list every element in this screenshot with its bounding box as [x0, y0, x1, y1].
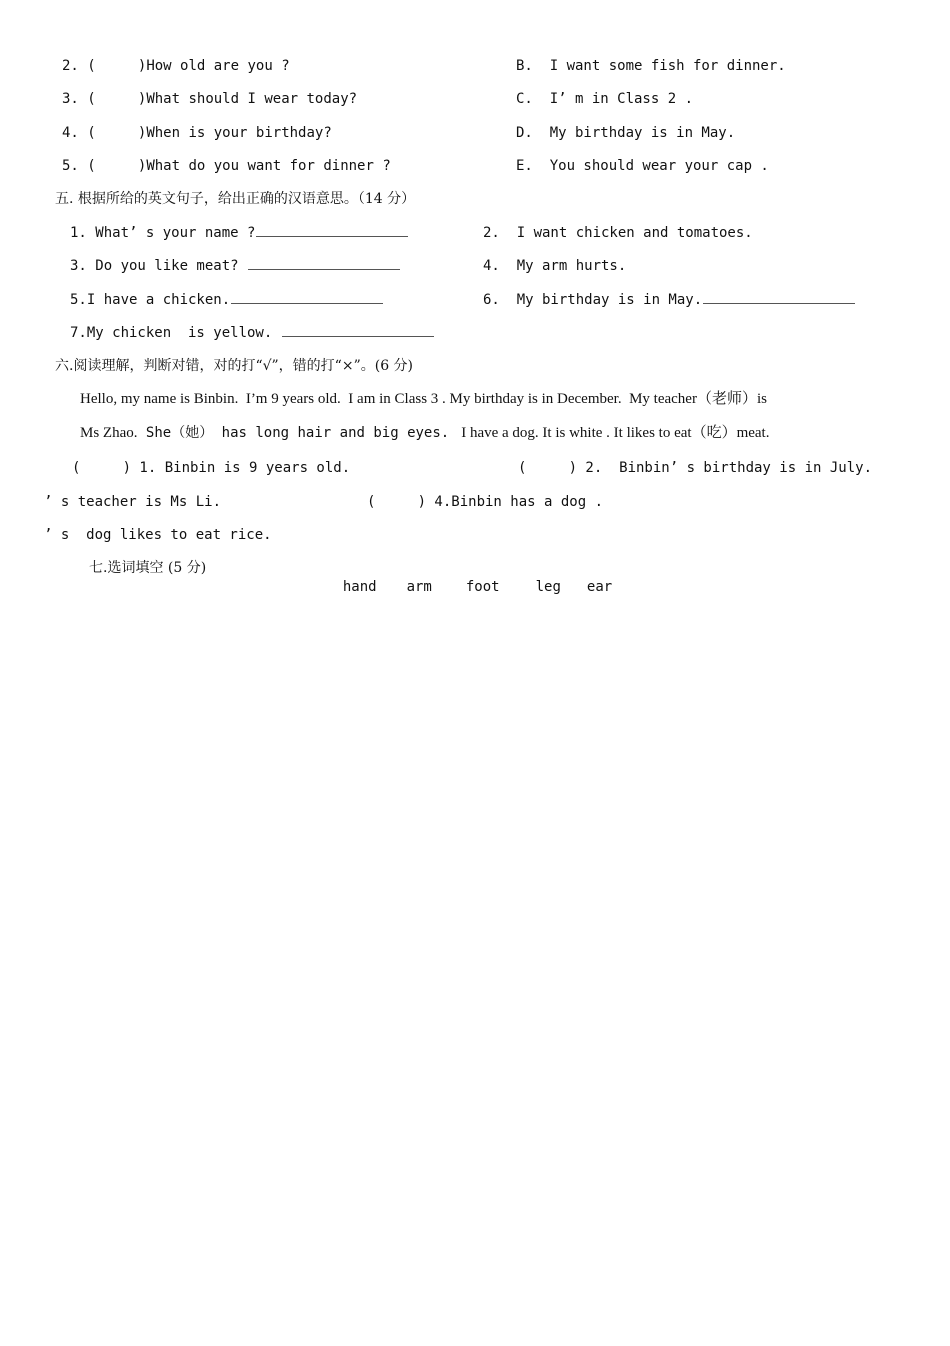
matching-left-5: [62, 157, 391, 175]
word-bank-item: ear: [586, 579, 613, 595]
answer-blank[interactable]: [231, 291, 383, 304]
judge-question-2: ( ) 2. Binbin’ s birthday is in July.: [518, 460, 873, 476]
answer-paren-close: ): [137, 58, 147, 74]
translation-item-4: [483, 257, 626, 275]
translation-item-2: [483, 224, 753, 242]
item-text: 4. My arm hurts.: [483, 258, 627, 274]
translation-item-6: [483, 291, 855, 309]
word-bank: [326, 560, 612, 596]
section5-heading: 五. 根据所给的英文句子，给出正确的汉语意思。（14 分）: [55, 191, 416, 207]
translation-item-1: [70, 224, 408, 242]
section6-heading: 六.阅读理解，判断对错，对的打“√”，错的打“×”。(6 分): [55, 358, 414, 374]
answer-blank[interactable]: [248, 257, 400, 270]
matching-right-b: B. I want some fish for dinner.: [516, 58, 786, 74]
answer-blank[interactable]: [282, 324, 434, 337]
item-text: 5.I have a chicken.: [70, 292, 231, 308]
judge-question-5: ’ s dog likes to eat rice.: [44, 527, 272, 543]
answer-paren-open: (: [87, 158, 96, 174]
answer-paren-close: ): [137, 91, 147, 107]
item-text: 7.My chicken is yellow.: [70, 325, 273, 341]
passage-text: I have a dog. It is white . It likes to eat（吃）meat.: [461, 425, 770, 441]
word-bank-item: leg: [535, 579, 561, 595]
answer-paren-close: ): [137, 158, 147, 174]
item-number: 5.: [62, 158, 79, 174]
translation-item-5: [70, 291, 383, 309]
matching-right-e: E. You should wear your cap .: [516, 158, 769, 174]
item-text: 3. Do you like meat?: [70, 258, 239, 274]
word-bank-item: arm: [406, 579, 432, 595]
question-text: What should I wear today?: [146, 91, 358, 107]
answer-blank[interactable]: [703, 291, 855, 304]
question-text: How old are you ?: [146, 58, 290, 74]
question-text: When is your birthday?: [146, 125, 332, 141]
reading-passage-line-2: [80, 424, 769, 442]
judge-question-4: ( ) 4.Binbin has a dog .: [367, 494, 604, 510]
answer-blank[interactable]: [256, 224, 408, 237]
answer-paren-open: (: [87, 58, 96, 74]
reading-passage-line-1: Hello, my name is Binbin. I’m 9 years old. I am in Class 3 . My birthday is in December. My teacher（老师）is: [80, 391, 767, 407]
judge-question-3: ’ s teacher is Ms Li.: [44, 494, 222, 510]
translation-item-3: [70, 257, 400, 275]
item-number: 2.: [62, 58, 79, 74]
question-text: What do you want for dinner ?: [146, 158, 391, 174]
answer-paren-open: (: [87, 91, 96, 107]
word-bank-item: hand: [342, 579, 377, 595]
matching-right-c: C. I’ m in Class 2 .: [516, 91, 694, 107]
matching-left-4: [62, 124, 332, 142]
judge-question-1: ( ) 1. Binbin is 9 years old.: [72, 460, 351, 476]
item-number: 4.: [62, 125, 79, 141]
section7-heading: 七.选词填空 (5 分): [89, 560, 207, 576]
matching-left-3: [62, 90, 357, 108]
answer-paren-open: (: [87, 125, 96, 141]
answer-paren-close: ): [137, 125, 147, 141]
passage-text: Ms Zhao.: [80, 425, 138, 441]
matching-left-2: [62, 57, 290, 75]
translation-item-7: [70, 324, 434, 342]
item-text: 2. I want chicken and tomatoes.: [483, 225, 753, 241]
item-text: 1. What’ s your name ?: [70, 225, 256, 241]
passage-text: She（她） has long hair and big eyes.: [137, 425, 450, 441]
item-number: 3.: [62, 91, 79, 107]
word-bank-item: foot: [465, 579, 500, 595]
item-text: 6. My birthday is in May.: [483, 292, 703, 308]
matching-right-d: D. My birthday is in May.: [516, 125, 736, 141]
